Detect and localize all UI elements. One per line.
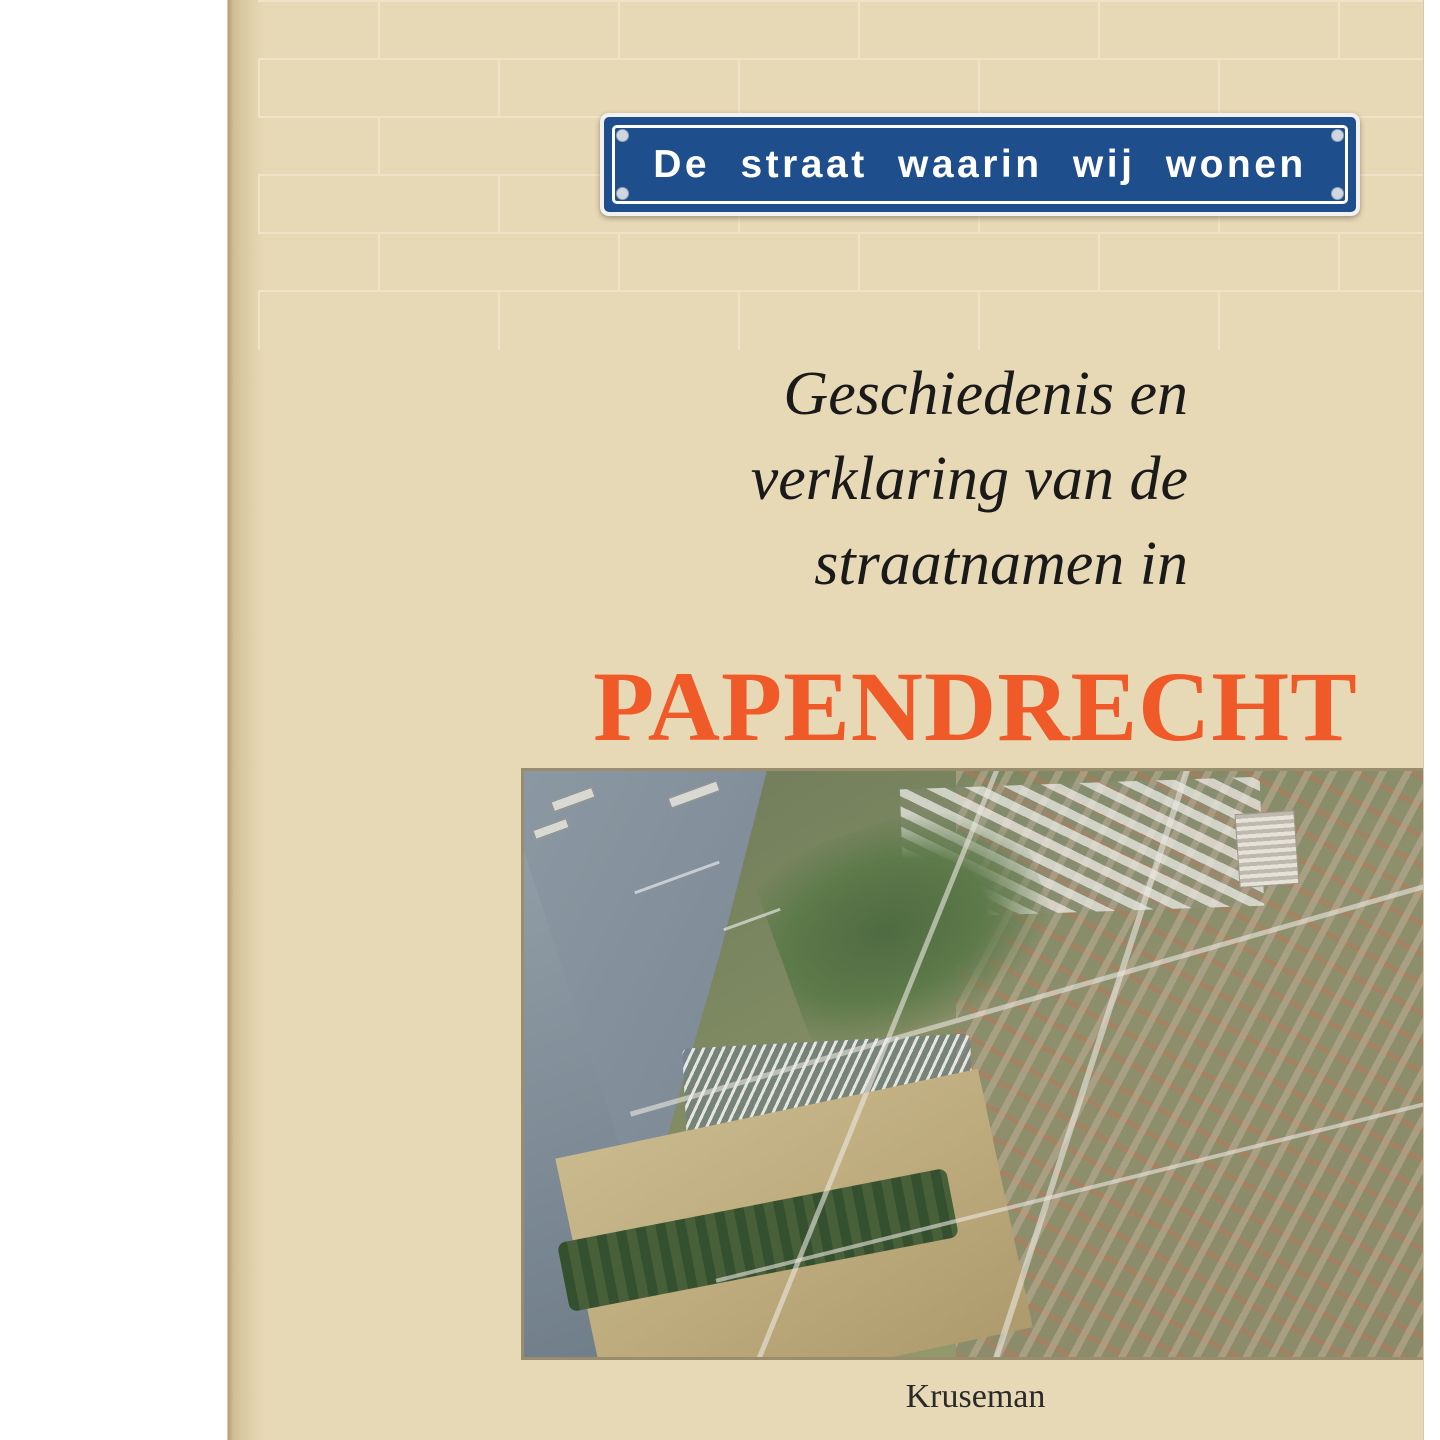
brick-row: [258, 232, 1423, 292]
brick-row: [258, 0, 1423, 60]
series-title: De straat waarin wij wonen: [653, 142, 1307, 186]
apartment-tower: [1235, 810, 1300, 888]
book-title: PAPENDRECHT: [593, 651, 1358, 762]
brick-row: [258, 58, 1423, 118]
sign-screw-icon: [616, 129, 629, 142]
sign-screw-icon: [1331, 129, 1344, 142]
series-street-sign: [600, 113, 1360, 216]
subtitle-line-2: verklaring van de: [750, 445, 1188, 513]
cover-photo: [521, 768, 1423, 1360]
publisher-name: Kruseman: [905, 1378, 1046, 1415]
cover-subtitle: [328, 352, 1348, 607]
subtitle-line-1: Geschiedenis en: [783, 360, 1188, 428]
book-spine-edge: [228, 0, 233, 1440]
brick-row: [258, 290, 1423, 350]
sign-screw-icon: [616, 187, 629, 200]
subtitle-line-3: straatnamen in: [814, 530, 1188, 598]
sign-screw-icon: [1331, 187, 1344, 200]
book-cover: [228, 0, 1423, 1440]
aerial-photo-scene: [524, 771, 1423, 1357]
